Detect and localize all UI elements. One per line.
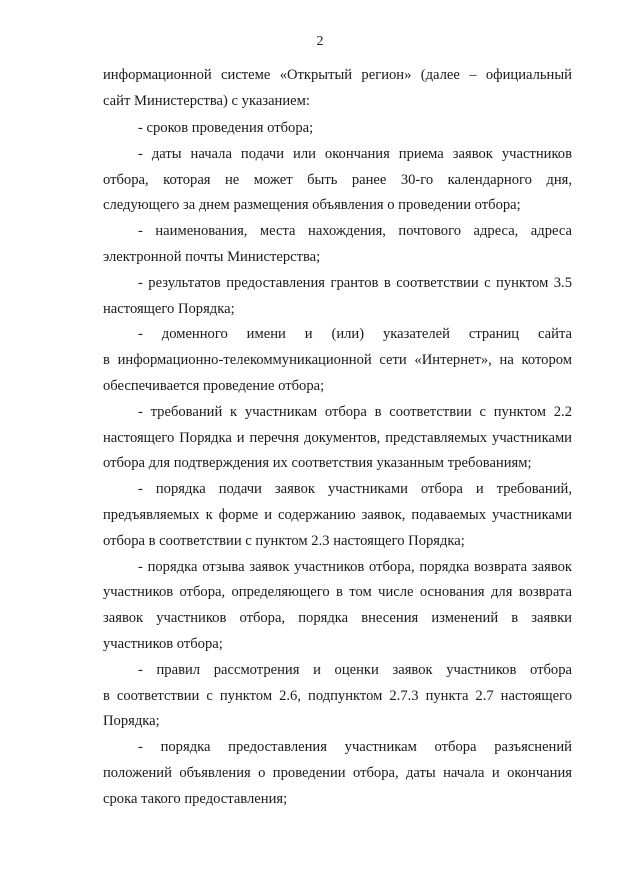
text-line: - правил рассмотрения и оценки заявок участников отбора [138,662,572,678]
text-line: - требований к участникам отбора в соответствии с пунктом 2.2 [138,404,572,420]
text-line: предъявляемых к форме и содержанию заявок, подаваемых участниками [103,507,572,523]
text-line: отбора, которая не может быть ранее 30-го календарного дня, [103,172,572,188]
text-line: настоящего Порядка и перечня документов, представляемых участниками [103,430,572,446]
text-line: участников отбора; [103,636,223,652]
text-line: срока такого предоставления; [103,791,288,807]
text-line: в соответствии с пунктом 2.6, подпунктом 2.7.3 пункта 2.7 настоящего [103,688,572,704]
text-line: электронной почты Министерства; [103,249,321,265]
text-line: отбора в соответствии с пунктом 2.3 настоящего Порядка; [103,533,465,549]
text-line: заявок участников отбора, порядка внесения изменений в заявки [103,610,572,626]
text-line: информационной системе «Открытый регион» (далее – официальный [103,67,572,83]
text-line: в информационно-телекоммуникационной сети «Интернет», на котором [103,352,572,368]
text-line: - доменного имени и (или) указателей страниц сайта [138,326,572,342]
text-line: - сроков проведения отбора; [138,120,314,136]
text-line: Порядка; [103,713,160,729]
text-line: - наименования, места нахождения, почтового адреса, адреса [138,223,572,239]
text-line: - порядка подачи заявок участниками отбора и требований, [138,481,572,497]
text-line: - порядка отзыва заявок участников отбора, порядка возврата заявок [138,559,572,575]
text-line: обеспечивается проведение отбора; [103,378,325,394]
text-line: отбора для подтверждения их соответствия указанным требованиям; [103,455,532,471]
page-number: 2 [316,34,324,49]
text-line: сайт Министерства) с указанием: [103,93,310,109]
text-line: участников отбора, определяющего в том числе основания для возврата [103,584,572,600]
text-line: положений объявления о проведении отбора, даты начала и окончания [103,765,572,781]
text-line: настоящего Порядка; [103,301,235,317]
text-line: - порядка предоставления участникам отбора разъяснений [138,739,572,755]
text-line: следующего за днем размещения объявления о проведении отбора; [103,197,521,213]
text-line: - даты начала подачи или окончания приема заявок участников [138,146,572,162]
text-line: - результатов предоставления грантов в соответствии с пунктом 3.5 [138,275,572,291]
